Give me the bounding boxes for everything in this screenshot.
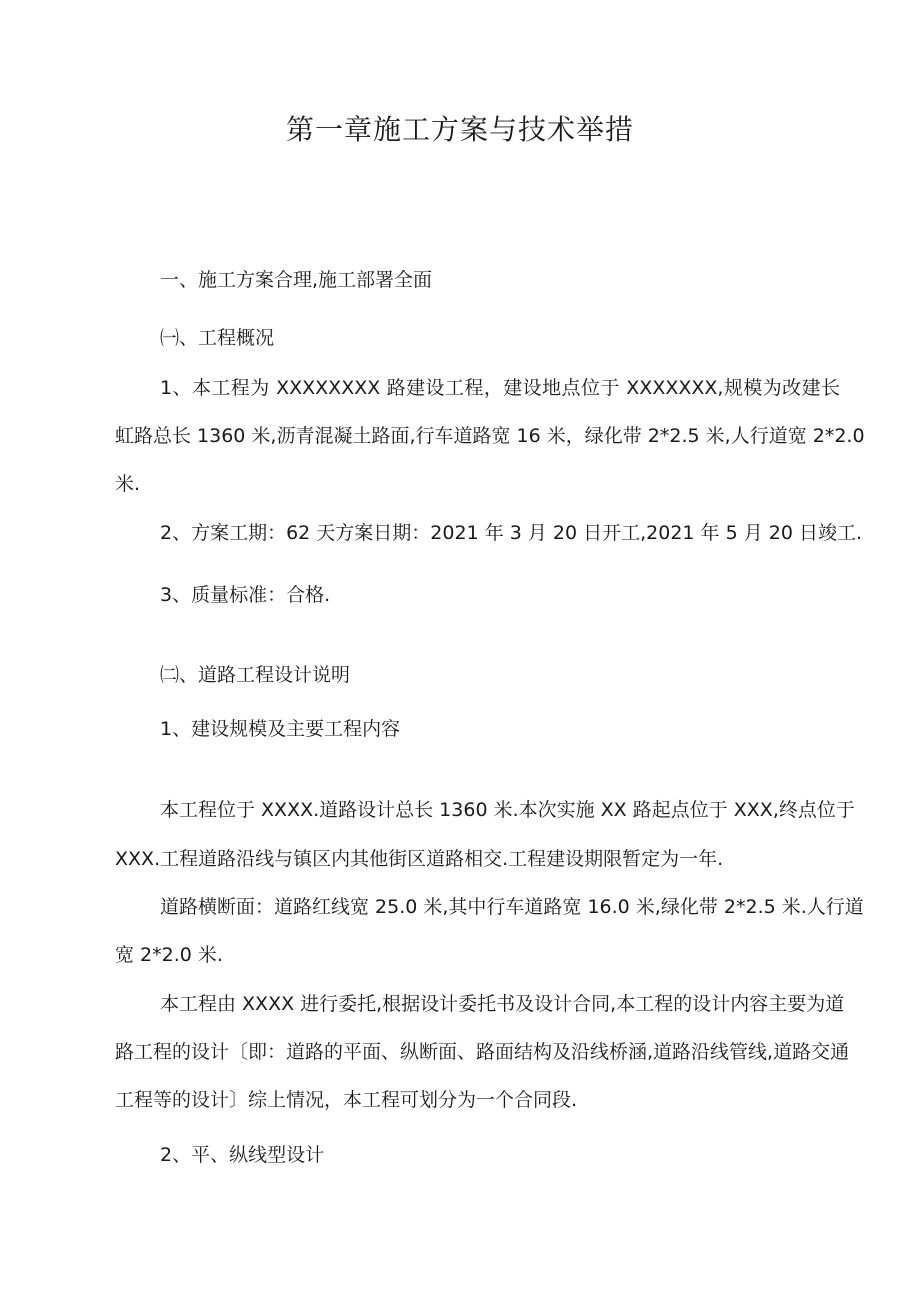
paragraph-commission-line-3: 工程等的设计〕综上情况，本工程可划分为一个合同段. — [115, 1089, 578, 1111]
section-heading: 一、施工方案合理,施工部署全面 — [160, 269, 433, 291]
paragraph-schedule: 2、方案工期：62 天方案日期：2021 年 3 月 20 日开工,2021 年 5 月 20 日竣工. — [160, 522, 863, 544]
paragraph-scope-line-1: 1、本工程为 XXXXXXXX 路建设工程，建设地点位于 XXXXXXX,规模为改建长 — [160, 377, 840, 399]
paragraph-location-line-2: XXX.工程道路沿线与镇区内其他街区道路相交.工程建设期限暂定为一年. — [115, 848, 724, 870]
item-heading-alignment: 2、平、纵线型设计 — [160, 1144, 325, 1166]
paragraph-scope-line-2: 虹路总长 1360 米,沥青混凝土路面,行车道路宽 16 米，绿化带 2*2.5 米,人行道宽 2*2.0 — [115, 425, 865, 447]
item-heading-scale: 1、建设规模及主要工程内容 — [160, 718, 401, 740]
paragraph-quality: 3、质量标准：合格. — [160, 584, 331, 606]
paragraph-location-line-1: 本工程位于 XXXX.道路设计总长 1360 米.本次实施 XX 路起点位于 XXX,终点位于 — [160, 799, 855, 821]
subsection-heading-design: ㈡、道路工程设计说明 — [160, 664, 351, 686]
paragraph-cross-section-line-2: 宽 2*2.0 米. — [115, 944, 223, 966]
paragraph-commission-line-2: 路工程的设计〔即：道路的平面、纵断面、路面结构及沿线桥涵,道路沿线管线,道路交通 — [115, 1041, 850, 1063]
paragraph-scope-line-3: 米. — [115, 473, 141, 495]
subsection-heading-overview: ㈠、工程概况 — [160, 327, 275, 349]
paragraph-commission-line-1: 本工程由 XXXX 进行委托,根据设计委托书及设计合同,本工程的设计内容主要为道 — [160, 993, 845, 1015]
paragraph-cross-section-line-1: 道路横断面：道路红线宽 25.0 米,其中行车道路宽 16.0 米,绿化带 2*2.5 米.人行道 — [160, 896, 864, 918]
chapter-title: 第一章施工方案与技术举措 — [285, 113, 634, 146]
